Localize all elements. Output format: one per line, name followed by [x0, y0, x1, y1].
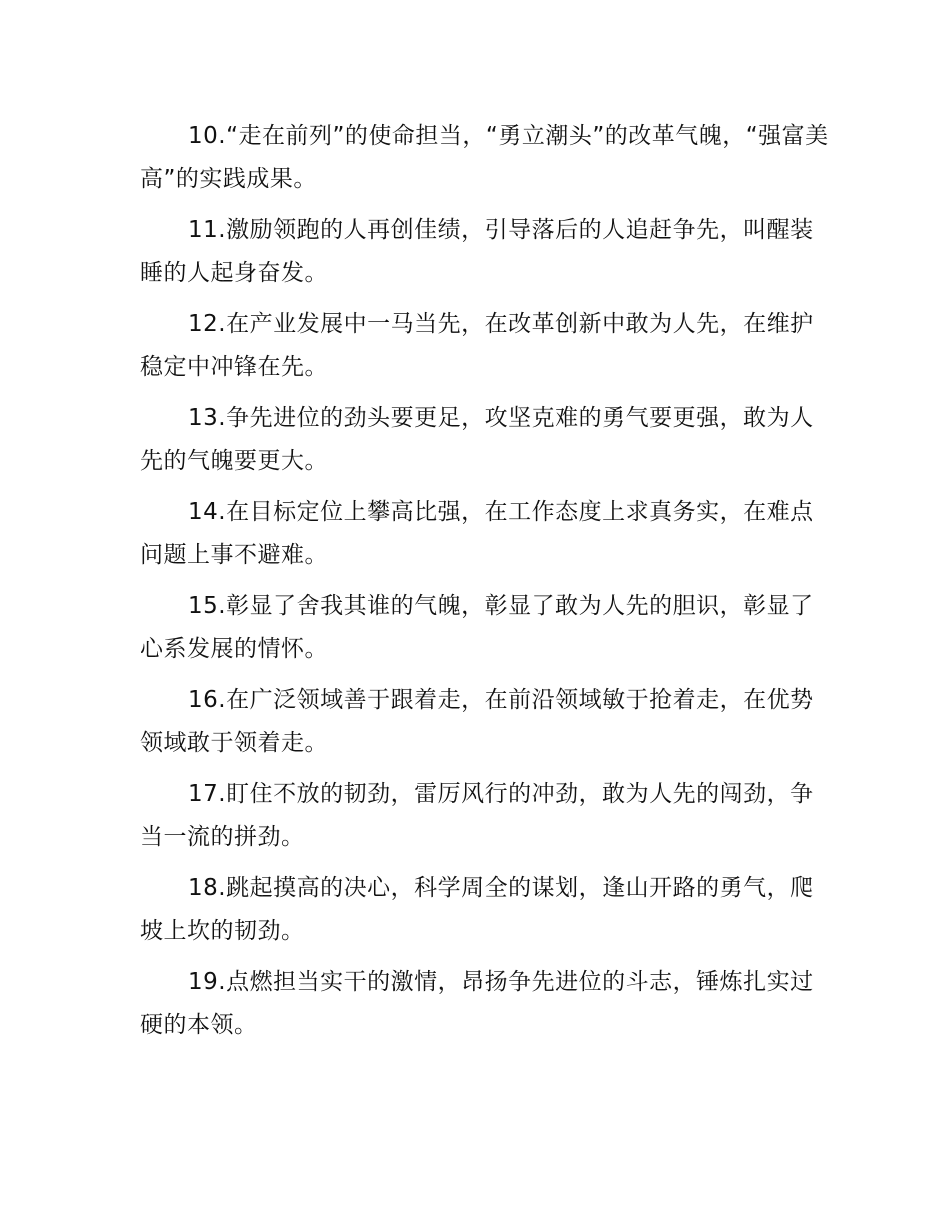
paragraph-15: 15.彰显了舍我其谁的气魄，彰显了敢为人先的胆识，彰显了心系发展的情怀。 [140, 593, 814, 662]
paragraph-17: 17.盯住不放的韧劲，雷厉风行的冲劲，敢为人先的闯劲，争当一流的拼劲。 [140, 781, 814, 850]
paragraph-14: 14.在目标定位上攀高比强，在工作态度上求真务实，在难点问题上事不避难。 [140, 499, 814, 568]
paragraph-12: 12.在产业发展中一马当先，在改革创新中敢为人先，在维护稳定中冲锋在先。 [140, 311, 814, 380]
paragraph-10: 10.“走在前列”的使命担当，“勇立潮头”的改革气魄，“强富美高”的实践成果。 [140, 123, 829, 192]
paragraph-13: 13.争先进位的劲头要更足，攻坚克难的勇气要更强，敢为人先的气魄要更大。 [140, 405, 814, 474]
paragraph-11: 11.激励领跑的人再创佳绩，引导落后的人追赶争先，叫醒装睡的人起身奋发。 [140, 217, 814, 286]
paragraph-19: 19.点燃担当实干的激情，昂扬争先进位的斗志，锤炼扎实过硬的本领。 [140, 969, 814, 1038]
document-body [140, 115, 830, 1055]
paragraph-16: 16.在广泛领域善于跟着走，在前沿领域敏于抢着走，在优势领域敢于领着走。 [140, 687, 814, 756]
paragraph-18: 18.跳起摸高的决心，科学周全的谋划，逢山开路的勇气，爬坡上坎的韧劲。 [140, 875, 814, 944]
